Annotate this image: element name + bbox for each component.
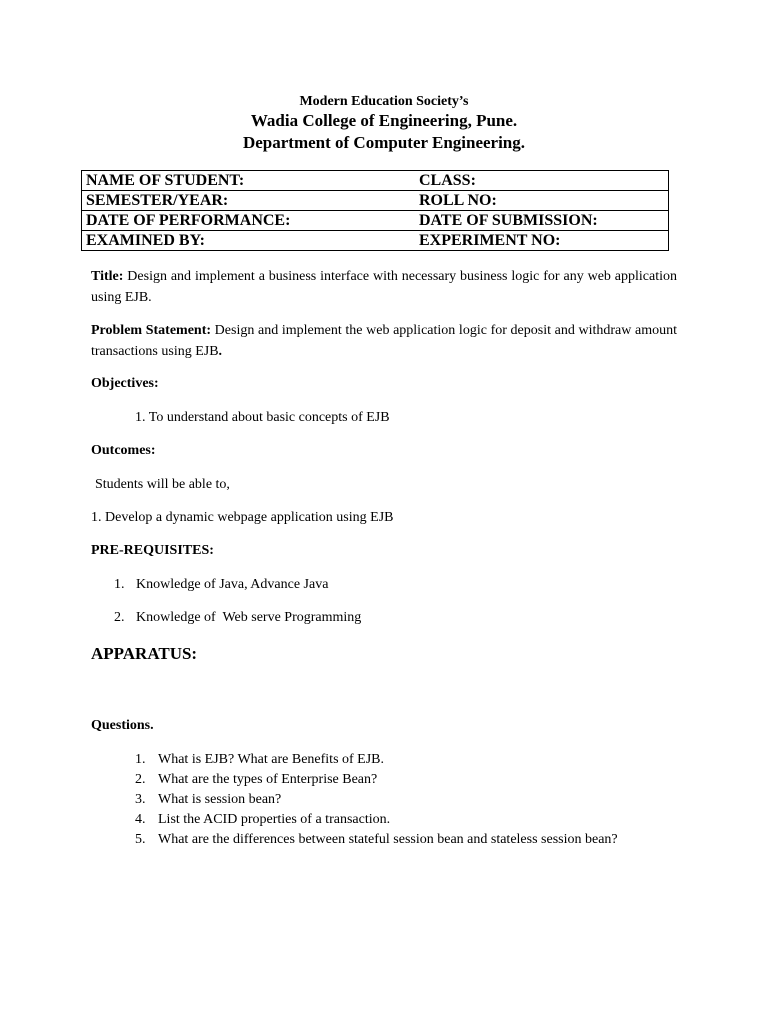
outcomes-heading: Outcomes: (91, 443, 156, 458)
objectives-heading: Objectives: (91, 376, 159, 391)
question-text: What are the differences between stateful session bean and stateless session bean? (158, 832, 618, 847)
question-item (135, 810, 390, 830)
question-text: List the ACID properties of a transaction. (158, 812, 391, 827)
table-row (82, 191, 669, 211)
question-number: 3. (135, 792, 146, 807)
question-number: 4. (135, 812, 146, 827)
table-cell: NAME OF STUDENT: (82, 171, 416, 191)
list-item: 1. To understand about basic concepts of EJB (135, 410, 390, 425)
table-cell: CLASS: (415, 171, 669, 191)
list-item (114, 577, 328, 593)
outcomes-intro: Students will be able to, (95, 477, 230, 492)
problem-text: Design and implement the web application logic for deposit and withdraw amount transactions using EJB (91, 323, 677, 359)
list-text: Knowledge of Web serve Programming (136, 610, 362, 625)
questions-heading: Questions. (91, 718, 154, 733)
department-name: Department of Computer Engineering. (242, 133, 526, 152)
list-number: 1. (114, 577, 125, 592)
question-item (135, 830, 618, 850)
list-text: Knowledge of Java, Advance Java (136, 577, 329, 592)
list-item: 1. Develop a dynamic webpage application using EJB (91, 510, 394, 525)
student-info-table (81, 170, 669, 251)
table-cell: EXAMINED BY: (82, 231, 416, 251)
problem-label: Problem Statement: (91, 323, 212, 338)
question-number: 5. (135, 832, 146, 847)
question-text: What are the types of Enterprise Bean? (158, 772, 378, 787)
society-name: Modern Education Society’s (299, 94, 469, 109)
question-item (135, 770, 377, 790)
title-label: Title: (91, 269, 124, 284)
question-text: What is EJB? What are Benefits of EJB. (158, 752, 385, 767)
table-cell: DATE OF PERFORMANCE: (82, 211, 416, 231)
prerequisites-heading: PRE-REQUISITES: (91, 543, 214, 558)
list-item (114, 610, 361, 626)
question-text: What is session bean? (158, 792, 282, 807)
table-cell: DATE OF SUBMISSION: (415, 211, 669, 231)
question-item (135, 750, 384, 770)
problem-end: . (218, 344, 223, 359)
table-row (82, 171, 669, 191)
table-cell: ROLL NO: (415, 191, 669, 211)
problem-statement-paragraph (91, 320, 677, 362)
college-name: Wadia College of Engineering, Pune. (250, 111, 518, 130)
question-number: 2. (135, 772, 146, 787)
table-row (82, 211, 669, 231)
table-cell: SEMESTER/YEAR: (82, 191, 416, 211)
list-number: 2. (114, 610, 125, 625)
table-row (82, 231, 669, 251)
title-text: Design and implement a business interface with necessary business logic for any web application using EJB. (91, 269, 677, 305)
apparatus-heading: APPARATUS: (91, 644, 198, 663)
table-cell: EXPERIMENT NO: (415, 231, 669, 251)
title-paragraph (91, 266, 677, 308)
question-number: 1. (135, 752, 146, 767)
question-item (135, 790, 281, 810)
